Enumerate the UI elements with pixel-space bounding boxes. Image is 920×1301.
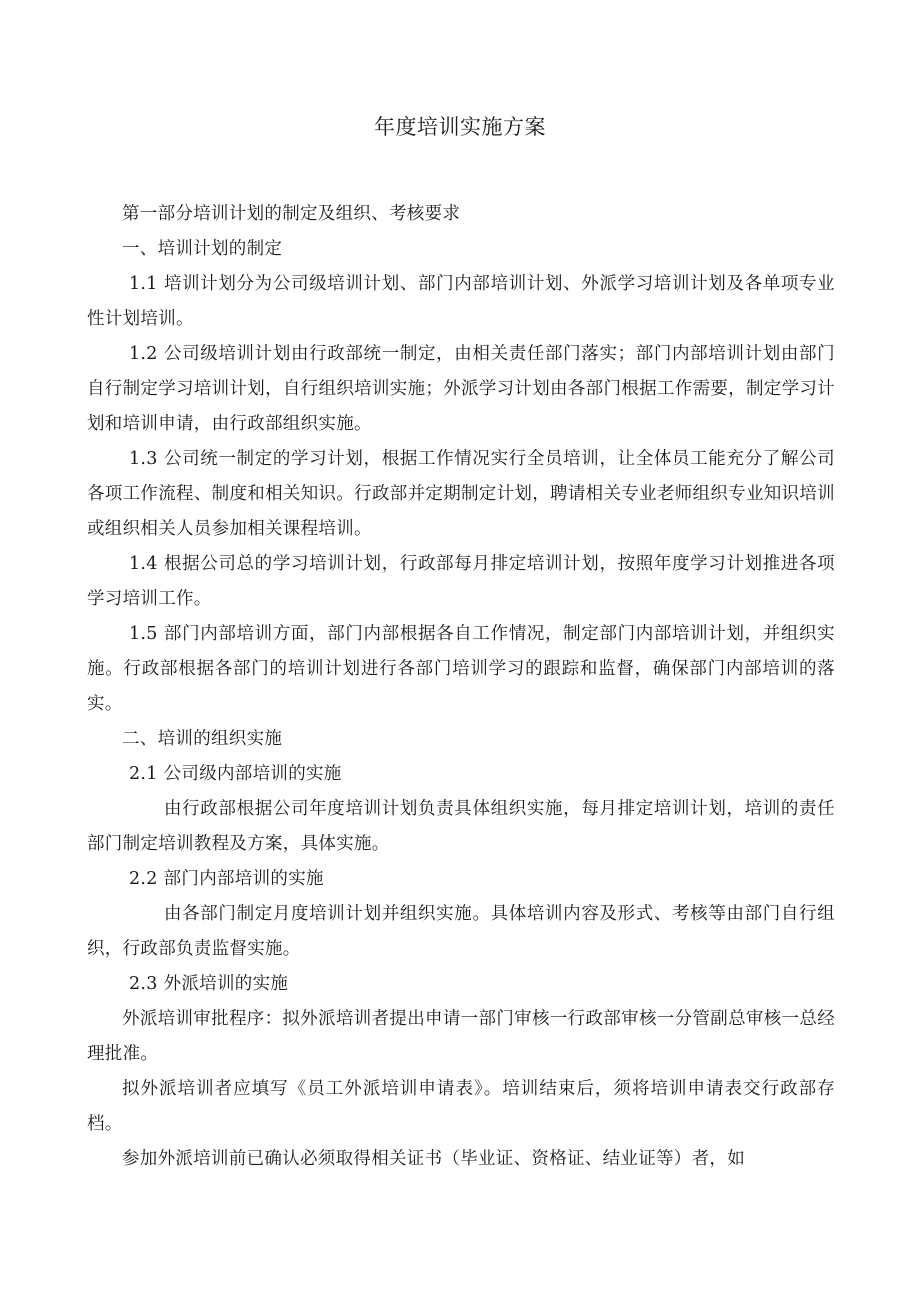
paragraph-1-2: 1.2 公司级培训计划由行政部统一制定，由相关责任部门落实；部门内部培训计划由部门自行制定学习培训计划，自行组织培训实施；外派学习计划由各部门根据工作需要，制定学习计划和培训申请，由行政部组织实施。 — [87, 344, 835, 434]
paragraph-2-3-form: 拟外派培训者应填写《员工外派培训申请表》。培训结束后，须将培训申请表交行政部存档。 — [87, 1079, 835, 1134]
paragraph-2-1: 由行政部根据公司年度培训计划负责具体组织实施，每月排定培训计划，培训的责任部门制定培训教程及方案，具体实施。 — [87, 799, 835, 854]
paragraph-2-3-certificate: 参加外派培训前已确认必须取得相关证书（毕业证、资格证、结业证等）者，如 — [122, 1149, 745, 1169]
subheading-2-1: 2.1 公司级内部培训的实施 — [129, 764, 342, 784]
paragraph-1-3: 1.3 公司统一制定的学习计划，根据工作情况实行全员培训，让全体员工能充分了解公司各项工作流程、制度和相关知识。行政部并定期制定计划，聘请相关专业老师组织专业知识培训或组织相关人员参加相关课程培训。 — [87, 449, 835, 539]
subheading-2-3: 2.3 外派培训的实施 — [129, 974, 289, 994]
subheading-2-2: 2.2 部门内部培训的实施 — [129, 869, 324, 889]
section-heading-2: 二、培训的组织实施 — [122, 729, 283, 749]
paragraph-1-1: 1.1 培训计划分为公司级培训计划、部门内部培训计划、外派学习培训计划及各单项专业性计划培训。 — [87, 274, 835, 329]
document-body — [87, 197, 835, 1177]
paragraph-1-5: 1.5 部门内部培训方面，部门内部根据各自工作情况，制定部门内部培训计划，并组织实施。行政部根据各部门的培训计划进行各部门培训学习的跟踪和监督，确保部门内部培训的落实。 — [87, 624, 835, 714]
document-title: 年度培训实施方案 — [374, 115, 546, 139]
paragraph-2-2: 由各部门制定月度培训计划并组织实施。具体培训内容及形式、考核等由部门自行组织，行政部负责监督实施。 — [87, 904, 835, 959]
paragraph-1-4: 1.4 根据公司总的学习培训计划，行政部每月排定培训计划，按照年度学习计划推进各项学习培训工作。 — [87, 554, 835, 609]
section-heading-1: 一、培训计划的制定 — [122, 239, 283, 259]
part-heading: 第一部分培训计划的制定及组织、考核要求 — [122, 204, 461, 224]
paragraph-2-3-approval: 外派培训审批程序：拟外派培训者提出申请一部门审核一行政部审核一分管副总审核一总经理批准。 — [87, 1009, 835, 1064]
